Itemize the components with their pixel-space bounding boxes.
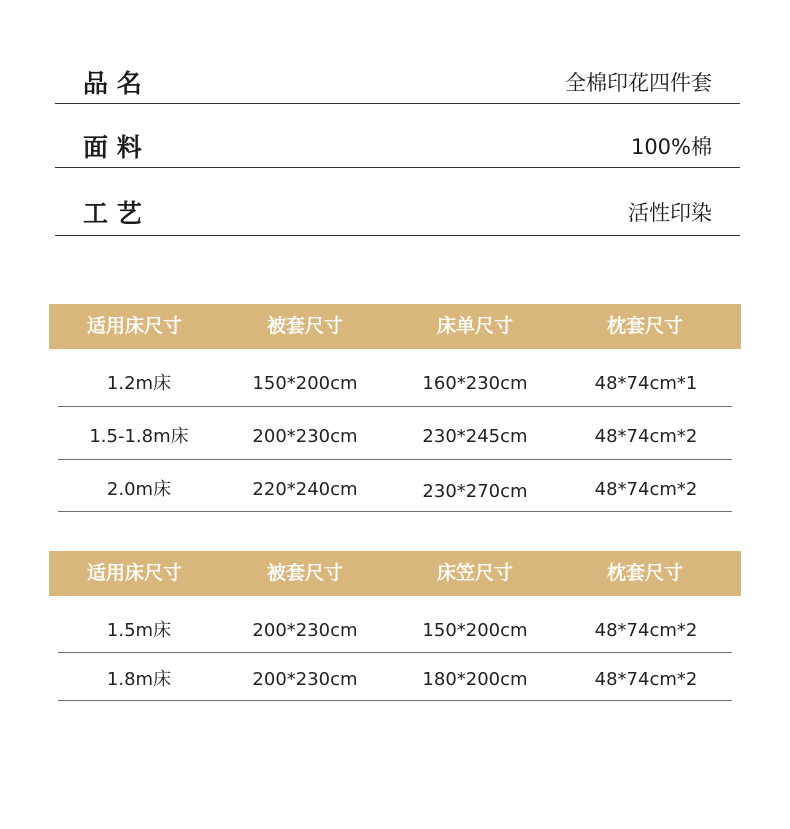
cell-duvet-size: 220*240cm [252, 479, 358, 500]
header-sheet-size: 床单尺寸 [436, 315, 513, 337]
cell-pillowcase-size: 48*74cm*2 [594, 669, 698, 690]
spec-label: 面 料 [83, 133, 142, 162]
cell-duvet-size: 200*230cm [252, 620, 358, 641]
cell-sheet-size: 160*230cm [422, 373, 528, 394]
header-duvet-size: 被套尺寸 [266, 562, 343, 584]
table-header [49, 551, 741, 596]
cell-bed-size: 1.8m床 [106, 669, 172, 690]
header-bed-size: 适用床尺寸 [86, 315, 182, 337]
cell-fitted-sheet-size: 150*200cm [422, 620, 528, 641]
spec-row-fabric [55, 104, 740, 168]
cell-fitted-sheet-size: 180*200cm [422, 669, 528, 690]
cell-pillowcase-size: 48*74cm*2 [594, 479, 698, 500]
cell-bed-size: 2.0m床 [106, 479, 172, 500]
table-row [58, 653, 732, 701]
spec-label: 工 艺 [83, 199, 142, 228]
header-pillowcase-size: 枕套尺寸 [606, 562, 683, 584]
table-row [58, 407, 732, 460]
cell-pillowcase-size: 48*74cm*2 [594, 620, 698, 641]
spec-value: 全棉印花四件套 [565, 71, 712, 95]
cell-sheet-size: 230*270cm [422, 481, 528, 502]
cell-bed-size: 1.5m床 [106, 620, 172, 641]
table-row [58, 349, 732, 407]
cell-duvet-size: 200*230cm [252, 426, 358, 447]
cell-pillowcase-size: 48*74cm*2 [594, 426, 698, 447]
cell-sheet-size: 230*245cm [422, 426, 528, 447]
spec-label: 品 名 [83, 69, 142, 98]
header-bed-size: 适用床尺寸 [86, 562, 182, 584]
cell-duvet-size: 150*200cm [252, 373, 358, 394]
cell-bed-size: 1.5-1.8m床 [89, 426, 189, 447]
spec-row-name [55, 61, 740, 104]
header-pillowcase-size: 枕套尺寸 [606, 315, 683, 337]
spec-row-process [55, 168, 740, 236]
table-row [58, 460, 732, 512]
table-row [58, 596, 732, 653]
header-fitted-sheet-size: 床笠尺寸 [436, 562, 513, 584]
header-duvet-size: 被套尺寸 [266, 315, 343, 337]
spec-value: 活性印染 [628, 201, 712, 225]
cell-duvet-size: 200*230cm [252, 669, 358, 690]
table-header [49, 304, 741, 349]
cell-bed-size: 1.2m床 [106, 373, 172, 394]
spec-value: 100%棉 [630, 135, 712, 159]
cell-pillowcase-size: 48*74cm*1 [594, 373, 698, 394]
